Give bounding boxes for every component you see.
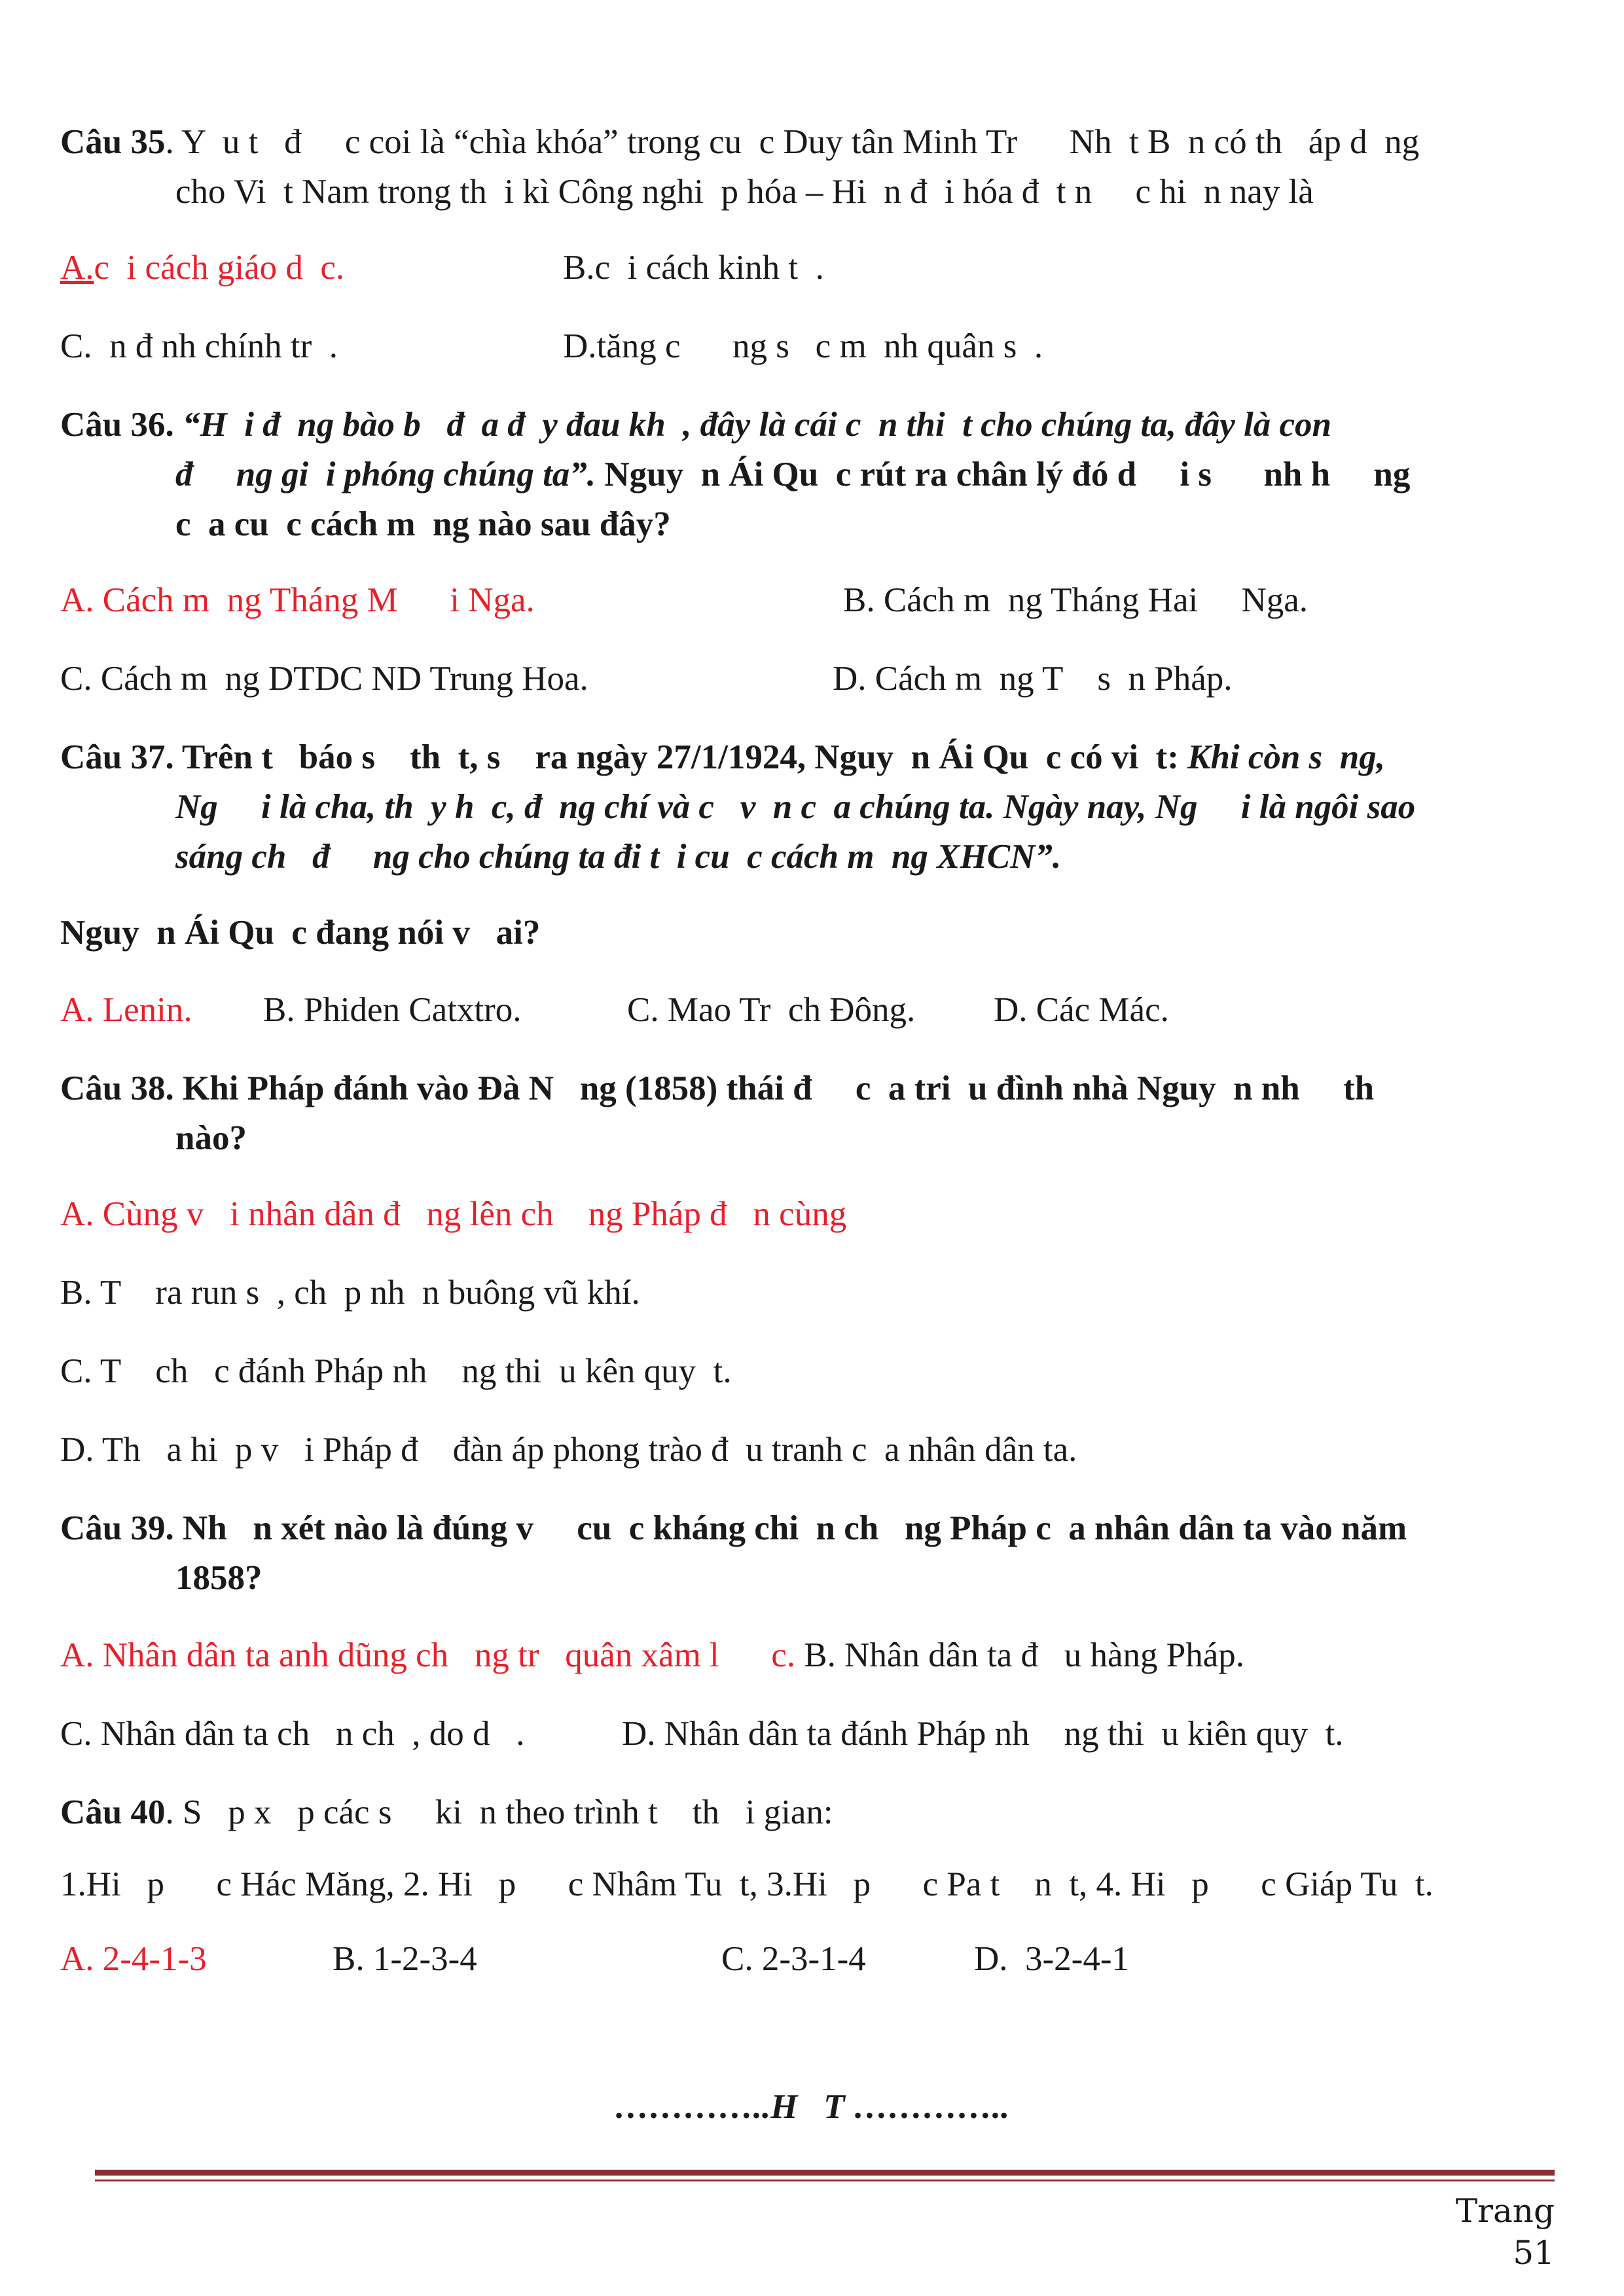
q40-label: Câu 40 [60, 1793, 166, 1831]
q35-stem-line2: cho Vi t Nam trong th i kì Công nghi p hóa – Hi n đ i hóa đ t n c hi n nay là [175, 173, 1314, 211]
q38-option-d: D. Th a hi p v i Pháp đ đàn áp phong trào đ u tranh c a nhân dân ta. [60, 1431, 1077, 1469]
q40-option-b: B. 1-2-3-4 [333, 1940, 477, 1978]
q36-stem-line1: Câu 36. “H i đ ng bào b đ a đ y đau kh , đây là cái c n thi t cho chúng ta, đây là con [60, 406, 1331, 444]
page-number: Trang 51 [1455, 2192, 1555, 2272]
q39-option-b: B. Nhân dân ta đ u hàng Pháp. [795, 1636, 1244, 1674]
q38-label: Câu 38. [60, 1069, 174, 1107]
q38-stem-line1: Câu 38. Khi Pháp đánh vào Đà N ng (1858) thái đ c a tri u đình nhà Nguy n nh th [60, 1069, 1375, 1107]
q35-option-d: D.tăng c ng s c m nh quân s . [563, 327, 1043, 365]
q35-stem-line1: Câu 35. Y u t đ c coi là “chìa khóa” trong cu c Duy tân Minh Tr Nh t B n có th áp d ng [60, 123, 1420, 161]
q40-option-a: A. 2-4-1-3 [60, 1940, 207, 1978]
q37-stem-line1: Câu 37. Trên t báo s th t, s ra ngày 27/1/1924, Nguy n Ái Qu c có vi t: Khi còn s ng, [60, 738, 1386, 776]
footer-rule-thick [95, 2170, 1555, 2176]
q39-option-d: D. Nhân dân ta đánh Pháp nh ng thi u kiên quy t. [622, 1715, 1344, 1753]
q40-option-d: D. 3-2-4-1 [974, 1940, 1129, 1978]
q39-options-ab [60, 1634, 1244, 1677]
q37-option-a: A. Lenin. [60, 991, 192, 1029]
q37-stem-line2: Ng i là cha, th y h c, đ ng chí và c v n c a chúng ta. Ngày nay, Ng i là ngôi sao [175, 788, 1416, 826]
q36-option-a: A. Cách m ng Tháng M i Nga. [60, 581, 535, 619]
q39-option-c: C. Nhân dân ta ch n ch , do d . [60, 1715, 525, 1753]
q35-option-a: A.c i cách giáo d c. [60, 249, 345, 287]
q40-items: 1.Hi p c Hác Măng, 2. Hi p c Nhâm Tu t, 3.Hi p c Pa t n t, 4. Hi p c Giáp Tu t. [60, 1865, 1434, 1903]
q39-stem-line1: Câu 39. Nh n xét nào là đúng v cu c kháng chi n ch ng Pháp c a nhân dân ta vào năm [60, 1509, 1407, 1547]
q37-label: Câu 37. [60, 738, 174, 776]
q37-option-d: D. Các Mác. [994, 991, 1169, 1029]
q37-option-b: B. Phiden Catxtro. [263, 991, 522, 1029]
end-marker: …………..H T ………….. [614, 2088, 1010, 2126]
q40-stem: Câu 40. S p x p các s ki n theo trình t th i gian: [60, 1793, 833, 1831]
q35-label: Câu 35 [60, 123, 166, 161]
q38-option-a: A. Cùng v i nhân dân đ ng lên ch ng Pháp đ n cùng [60, 1195, 847, 1233]
q36-stem-line2: đ ng gi i phóng chúng ta”. Nguy n Ái Qu c rút ra chân lý đó d i s nh h ng [175, 456, 1411, 493]
q39-stem-line2: 1858? [175, 1559, 262, 1597]
q37-question: Nguy n Ái Qu c đang nói v ai? [60, 914, 541, 952]
q36-option-d: D. Cách m ng T s n Pháp. [833, 660, 1233, 698]
q37-option-c: C. Mao Tr ch Đông. [627, 991, 916, 1029]
q36-label: Câu 36. [60, 406, 174, 444]
q35-option-c: C. n đ nh chính tr . [60, 327, 338, 365]
q36-stem-line3: c a cu c cách m ng nào sau đây? [175, 505, 671, 543]
q40-option-c: C. 2-3-1-4 [721, 1940, 866, 1978]
q39-label: Câu 39. [60, 1509, 174, 1547]
q36-option-b: B. Cách m ng Tháng Hai Nga. [843, 581, 1308, 619]
q35-option-b: B.c i cách kinh t . [563, 249, 824, 287]
q38-option-c: C. T ch c đánh Pháp nh ng thi u kên quy t. [60, 1352, 732, 1390]
footer-rule-thin [95, 2179, 1555, 2181]
q39-option-a: A. Nhân dân ta anh dũng ch ng tr quân xâm l c. [60, 1636, 796, 1674]
q38-option-b: B. T ra run s , ch p nh n buông vũ khí. [60, 1274, 640, 1312]
q36-option-c: C. Cách m ng DTDC ND Trung Hoa. [60, 660, 588, 698]
q38-stem-line2: nào? [175, 1119, 247, 1157]
q37-stem-line3: sáng ch đ ng cho chúng ta đi t i cu c cách m ng XHCN”. [175, 838, 1062, 876]
